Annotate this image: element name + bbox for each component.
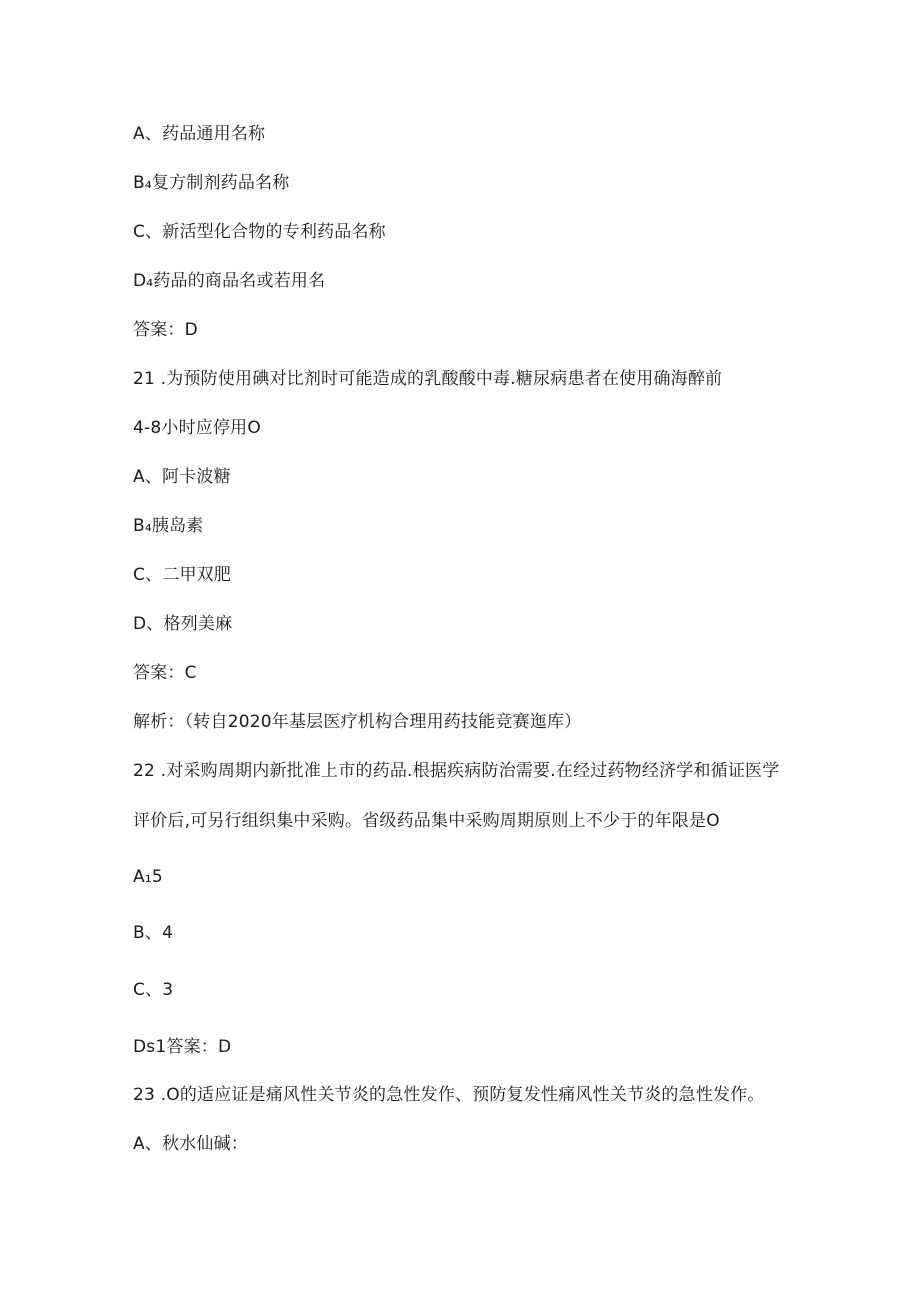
q20-option-b: B₄复方制剂药品名称 bbox=[133, 173, 290, 193]
q20-option-a: A、药品通用名称 bbox=[133, 124, 266, 144]
q22-question-line-2: 评价后,可另行组织集中采购。省级药品集中采购周期原则上不少于的年限是O bbox=[133, 811, 720, 831]
q22-option-b: B、4 bbox=[133, 923, 174, 943]
q20-answer: 答案：D bbox=[133, 320, 198, 340]
q22-option-a: A₁5 bbox=[133, 867, 163, 887]
q22-option-c: C、3 bbox=[133, 980, 174, 1000]
q22-question-line-1: 22 .对采购周期内新批准上市的药品.根据疾病防治需要.在经过药物经济学和循证医学 bbox=[133, 761, 780, 781]
q21-answer: 答案：C bbox=[133, 663, 197, 683]
q23-option-a: A、秋水仙碱： bbox=[133, 1134, 249, 1154]
q23-question: 23 .O的适应证是痛风性关节炎的急性发作、预防复发性痛风性关节炎的急性发作。 bbox=[133, 1085, 765, 1105]
q21-analysis: 解析：（转自2020年基层医疗机构合理用药技能竞赛迤库） bbox=[133, 712, 582, 732]
q21-option-b: B₄胰岛素 bbox=[133, 516, 204, 536]
q22-option-d-answer: Ds1答案：D bbox=[133, 1037, 232, 1057]
q21-question-line-1: 21 .为预防使用碘对比剂时可能造成的乳酸酸中毒.糖尿病患者在使用确海醉前 bbox=[133, 369, 723, 389]
q20-option-c: C、新活型化合物的专利药品名称 bbox=[133, 222, 386, 242]
q21-option-c: C、二甲双肥 bbox=[133, 565, 232, 585]
q21-question-line-2: 4-8小时应停用O bbox=[133, 418, 261, 438]
q20-option-d: D₄药品的商品名或若用名 bbox=[133, 271, 326, 291]
q21-option-a: A、阿卡波糖 bbox=[133, 467, 231, 487]
q21-option-d: D、格列美麻 bbox=[133, 614, 233, 634]
